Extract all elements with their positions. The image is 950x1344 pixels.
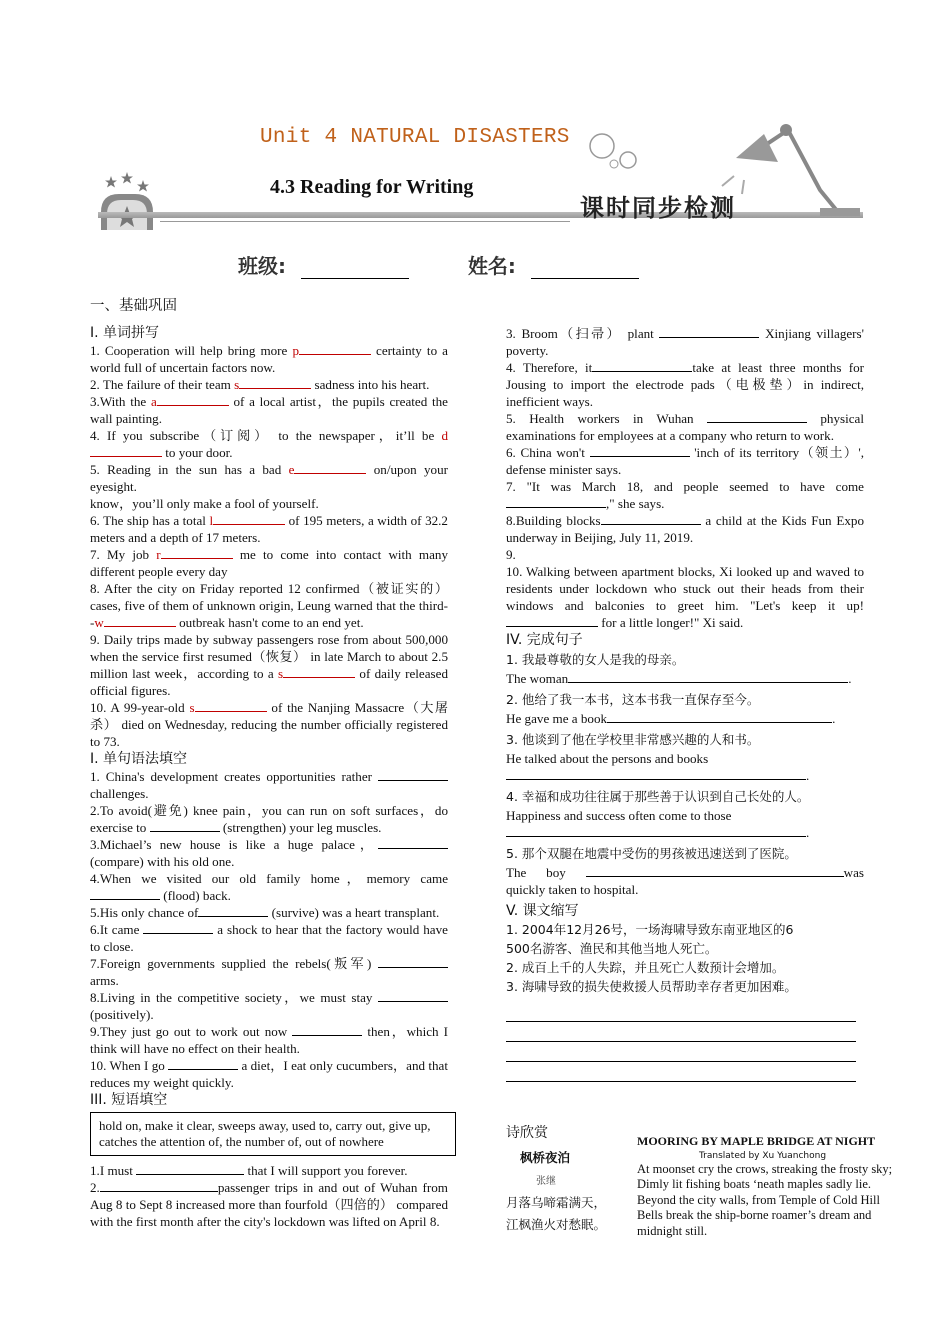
item-text: 3. Broom（扫帚） plant xyxy=(506,326,660,341)
item-text: . xyxy=(832,711,836,726)
answer-blank[interactable] xyxy=(104,614,176,627)
answer-blank[interactable] xyxy=(157,393,229,406)
answer-blank[interactable] xyxy=(506,614,598,627)
s3-list-right xyxy=(506,325,864,631)
item-text: . xyxy=(806,825,810,840)
answer-blank[interactable] xyxy=(592,359,692,372)
spelling-item xyxy=(90,495,448,512)
summary-line: 500名游客、渔民和其他当地人死亡。 xyxy=(506,941,718,956)
spelling-item xyxy=(90,393,448,427)
item-text: 10. When I go xyxy=(90,1058,169,1073)
item-text: (flood) back. xyxy=(160,888,231,903)
answer-blank[interactable] xyxy=(590,444,690,457)
s3-title: III. 短语填空 xyxy=(90,1092,168,1108)
item-text: was quickly taken to hospital. xyxy=(506,865,864,897)
hint-letter: s xyxy=(234,377,240,392)
poem-translator: Translated by Xu Yuanchong xyxy=(699,1150,827,1161)
sentence-zh: 4. 幸福和成功往往属于那些善于认识到自己长处的人。 xyxy=(506,789,810,804)
s5-list xyxy=(506,920,864,996)
spelling-item xyxy=(90,512,448,546)
item-text: 7. My job xyxy=(90,547,157,562)
answer-blank[interactable] xyxy=(90,887,160,900)
item-text: on/upon your eyesight. xyxy=(90,462,449,494)
item-text: The woman xyxy=(506,671,569,686)
item-text: . xyxy=(848,671,852,686)
grammar-item xyxy=(90,955,448,989)
answer-blank[interactable] xyxy=(506,495,606,508)
sentence-en xyxy=(506,670,864,687)
item-text: 5.His only chance of xyxy=(90,905,199,920)
item-text: know，you’ll only make a fool of yourself. xyxy=(90,496,319,511)
item-text: of 195 meters, a width of 32.2 meters and a depth of 17 meters. xyxy=(90,513,448,545)
item-text: (strengthen) your leg muscles. xyxy=(219,820,382,835)
item-text: challenges. xyxy=(90,786,149,801)
answer-blank[interactable] xyxy=(299,342,371,355)
poem-en-line-3: Beyond the city walls, from Temple of Cold Hill xyxy=(637,1192,880,1207)
item-text: arms. xyxy=(90,973,119,988)
poem-zh-title: 枫桥夜泊 xyxy=(520,1150,571,1165)
phrase-item xyxy=(506,359,864,410)
item-text: ," she says. xyxy=(606,496,665,511)
item-text: 6.It came xyxy=(90,922,144,937)
item-text: a child at the Kids Fun Expo underway in Beijing, July 11, 2019. xyxy=(506,513,864,545)
item-text: physical examinations for employees at a company who return to work. xyxy=(506,411,864,443)
phrase-item xyxy=(506,478,864,512)
item-text: for a little longer!" Xi said. xyxy=(598,615,744,630)
grammar-item xyxy=(90,870,448,904)
item-text: 'inch of its territory（领土）', defense minister says. xyxy=(506,445,865,477)
item-text: of the Nanjing Massacre（大屠杀） died on Wednesday, reducing the number officially registered to 73. xyxy=(90,700,449,749)
phrase-item xyxy=(506,512,864,546)
item-text: a diet，I eat only cucumbers，and that reduces my weight quickly. xyxy=(90,1058,448,1090)
item-text: me to come into contact with many different people every day xyxy=(90,547,448,579)
name-field[interactable] xyxy=(531,260,639,279)
answer-blank[interactable] xyxy=(294,461,366,474)
poem-zh xyxy=(506,1124,626,1233)
right-column xyxy=(506,325,864,1082)
answer-blank[interactable] xyxy=(707,410,807,423)
poem-zh-author: 张继 xyxy=(536,1176,556,1187)
answer-blank[interactable] xyxy=(586,864,844,877)
answer-blank[interactable] xyxy=(136,1162,244,1175)
answer-blank[interactable] xyxy=(659,325,759,338)
grammar-item xyxy=(90,921,448,955)
item-text: 1. China's development creates opportunities rather xyxy=(90,769,378,784)
item-text: . xyxy=(806,768,810,783)
answer-blank[interactable] xyxy=(378,768,448,781)
class-name-line xyxy=(238,250,639,279)
item-text: 1. Cooperation will help bring more xyxy=(90,343,293,358)
s3-list-left xyxy=(90,1162,448,1230)
phrase-item xyxy=(506,444,864,478)
answer-blank[interactable] xyxy=(378,836,448,849)
spelling-item xyxy=(90,699,448,750)
sentence-en xyxy=(506,750,864,784)
hint-letter: s xyxy=(277,666,284,681)
answer-blank[interactable] xyxy=(143,921,213,934)
answer-blank[interactable] xyxy=(506,824,806,837)
item-text: 10. A 99-year-old xyxy=(90,700,190,715)
lesson-title: 4.3 Reading for Writing xyxy=(270,176,474,198)
name-label: 姓名: xyxy=(467,254,516,278)
item-text: (survive) was a heart transplant. xyxy=(268,905,440,920)
item-text: 2. xyxy=(90,1180,100,1195)
item-text: take at least three months for Jousing to import the electrode pads（电极垫）in indirect, inefficient ways. xyxy=(506,360,864,409)
s1-title: Ⅰ. 单词拼写 xyxy=(90,325,160,341)
phrase-item xyxy=(90,1179,448,1230)
hint-letter: a xyxy=(150,394,157,409)
hint-letter: d xyxy=(441,428,448,443)
part1-title: 一、基础巩固 xyxy=(90,298,177,314)
hint-letter: w xyxy=(94,615,104,630)
s2-title: Ⅰ. 单句语法填空 xyxy=(90,751,188,767)
item-text: 9. Daily trips made by subway passengers rose from about 500,000 when the service first resumed（恢复） in late March to about 2.5 million last week，according to a xyxy=(90,632,448,681)
item-text: The boy xyxy=(506,865,586,880)
answer-blank[interactable] xyxy=(607,710,832,723)
hint-letter: r xyxy=(156,547,161,562)
hint-letter: s xyxy=(189,700,195,715)
s4-title: IV. 完成句子 xyxy=(506,632,583,648)
grammar-item xyxy=(90,1023,448,1057)
item-text: 6. China won't xyxy=(506,445,590,460)
item-text: (positively). xyxy=(90,1007,154,1022)
banner-title: 课时同步检测 xyxy=(580,194,736,222)
answer-blank[interactable] xyxy=(568,670,848,683)
item-text: then，which I think will have no effect on their health. xyxy=(90,1024,448,1056)
grammar-item xyxy=(90,836,448,870)
sentence-en xyxy=(506,710,864,727)
phrase-box: hold on, make it clear, sweeps away, used to, carry out, give up, catches the attention of, the number of, out of nowhere xyxy=(90,1112,456,1156)
grammar-item xyxy=(90,989,448,1023)
spelling-item xyxy=(90,631,448,699)
item-text: 9. xyxy=(506,547,516,562)
sentence-zh: 1. 我最尊敬的女人是我的母亲。 xyxy=(506,652,685,667)
class-label: 班级: xyxy=(238,254,286,278)
left-column xyxy=(90,297,448,1230)
phrase-item xyxy=(506,563,864,631)
item-text: 5. Reading in the sun has a bad xyxy=(90,462,289,477)
s1-list xyxy=(90,342,448,750)
sentence-en xyxy=(506,864,864,898)
answer-blank[interactable] xyxy=(601,512,701,525)
answer-blank[interactable] xyxy=(506,767,806,780)
hint-letter: p xyxy=(292,343,299,358)
item-text: 4. Therefore, it xyxy=(506,360,593,375)
phrase-item xyxy=(90,1162,448,1179)
item-text: 8. After the city on Friday reported 12 confirmed（被证实的） cases, five of them of unknown origin, Leung warned that the third-- xyxy=(90,581,448,630)
answer-blank[interactable] xyxy=(283,665,355,678)
item-text: outbreak hasn't come to an end yet. xyxy=(175,615,364,630)
summary-line: 1. 2004年12月26号，一场海啸导致东南亚地区的6 xyxy=(506,922,794,937)
phrase-item xyxy=(506,325,864,359)
grammar-item xyxy=(90,802,448,836)
spelling-item xyxy=(90,546,448,580)
s2-list xyxy=(90,768,448,1091)
item-text: certainty to a world full of uncertain factors now. xyxy=(90,343,448,375)
poem-en-line-4: Bells break the ship-borne roamer’s dream and midnight still. xyxy=(637,1208,872,1238)
answer-blank[interactable] xyxy=(292,1023,362,1036)
item-text: 4.When we visited our old family home，memory came xyxy=(90,871,448,886)
poem-zh-line-2: 江枫渔火对愁眠。 xyxy=(506,1217,607,1232)
item-text: of daily released official figures. xyxy=(90,666,449,698)
hint-letter: l xyxy=(209,513,214,528)
answer-blank[interactable] xyxy=(198,904,268,917)
s4-list xyxy=(506,651,864,898)
unit-title: Unit 4 NATURAL DISASTERS xyxy=(260,126,570,149)
answer-blank[interactable] xyxy=(150,819,220,832)
item-text: 4. If you subscribe（订阅） to the newspaper，it’ll be xyxy=(90,428,442,443)
item-text: He talked about the persons and books xyxy=(506,751,709,766)
item-text: 9.They just go out to work out now xyxy=(90,1024,293,1039)
header-rule-thin xyxy=(160,221,570,222)
item-text: 7.Foreign governments supplied the rebels(叛军) xyxy=(90,956,378,971)
item-text: to your door. xyxy=(162,445,233,460)
item-text: 1.I must xyxy=(90,1163,137,1178)
hint-letter: e xyxy=(288,462,295,477)
item-text: 2.To avoid(避免) knee pain，you can run on soft surfaces，do exercise to xyxy=(90,803,448,835)
sentence-zh: 5. 那个双腿在地震中受伤的男孩被迅速送到了医院。 xyxy=(506,846,797,861)
item-text: Xinjiang villagers' poverty. xyxy=(506,326,864,358)
spelling-item xyxy=(90,461,448,495)
answer-blank[interactable] xyxy=(100,1179,218,1192)
s5-title: V. 课文缩写 xyxy=(506,903,579,919)
item-text: sadness into his heart. xyxy=(311,377,430,392)
item-text: 8.Building blocks xyxy=(506,513,601,528)
poem-en-title: MOORING BY MAPLE BRIDGE AT NIGHT xyxy=(637,1134,876,1148)
item-text: He gave me a book xyxy=(506,711,608,726)
sentence-zh: 2. 他给了我一本书，这本书我一直保存至今。 xyxy=(506,692,760,707)
answer-blank[interactable] xyxy=(90,444,162,457)
item-text: of a local artist，the pupils created the wall painting. xyxy=(90,394,448,426)
item-text: 8.Living in the competitive society，we must stay xyxy=(90,990,378,1005)
answer-blank[interactable] xyxy=(378,989,448,1002)
sentence-en xyxy=(506,807,864,841)
grammar-item xyxy=(90,904,448,921)
item-text: a shock to hear that the factory would have to close. xyxy=(90,922,448,954)
spelling-item xyxy=(90,427,448,461)
answer-blank[interactable] xyxy=(213,512,285,525)
answer-blank[interactable] xyxy=(239,376,311,389)
grammar-item xyxy=(90,1057,448,1091)
spelling-item xyxy=(90,376,448,393)
item-text: 3.With the xyxy=(90,394,151,409)
poem-en xyxy=(637,1134,894,1239)
phrase-item xyxy=(506,410,864,444)
poem-en-line-2: Dimly lit fishing boats ‘neath maples sadly lie. xyxy=(637,1177,871,1191)
class-field[interactable] xyxy=(301,260,409,279)
phrase-item xyxy=(506,546,864,563)
item-text: 6. The ship has a total xyxy=(90,513,210,528)
poem-label: 诗欣赏 xyxy=(506,1125,548,1141)
item-text: 5. Health workers in Wuhan xyxy=(506,411,707,426)
poem-en-line-1: At moonset cry the crows, streaking the frosty sky; xyxy=(637,1161,893,1176)
answer-blank[interactable] xyxy=(378,955,448,968)
summary-line: 2. 成百上千的人失踪，并且死亡人数预计会增加。 xyxy=(506,960,785,975)
summary-lines[interactable] xyxy=(506,1002,864,1082)
item-text: 2. The failure of their team xyxy=(90,377,235,392)
star-emblem-icon xyxy=(97,172,157,232)
item-text: passenger trips in and out of Wuhan from Aug 8 to Sept 8 increased more than fourfold（四倍的） compared with the first month after the city's lockdown was lifted on April 8. xyxy=(90,1180,448,1229)
answer-blank[interactable] xyxy=(195,699,267,712)
answer-blank[interactable] xyxy=(168,1057,238,1070)
spelling-item xyxy=(90,580,448,631)
spelling-item xyxy=(90,342,448,376)
answer-blank[interactable] xyxy=(161,546,233,559)
item-text: (compare) with his old one. xyxy=(90,854,235,869)
grammar-item xyxy=(90,768,448,802)
poem-zh-line-1: 月落乌啼霜满天， xyxy=(506,1195,607,1210)
summary-line: 3. 海啸导致的损失使救援人员帮助幸存者更加困难。 xyxy=(506,979,797,994)
item-text: 3.Michael’s new house is like a huge palace， xyxy=(90,837,378,852)
item-text: 7. "It was March 18, and people seemed to have come xyxy=(506,479,864,494)
item-text: 10. Walking between apartment blocks, Xi looked up and waved to residents under lockdown who stuck out their heads from their windows and balconies to greet him. "Let's keep it up! xyxy=(506,564,864,613)
item-text: Happiness and success often come to those xyxy=(506,808,732,823)
sentence-zh: 3. 他谈到了他在学校里非常感兴趣的人和书。 xyxy=(506,732,760,747)
item-text: that I will support you forever. xyxy=(244,1163,408,1178)
